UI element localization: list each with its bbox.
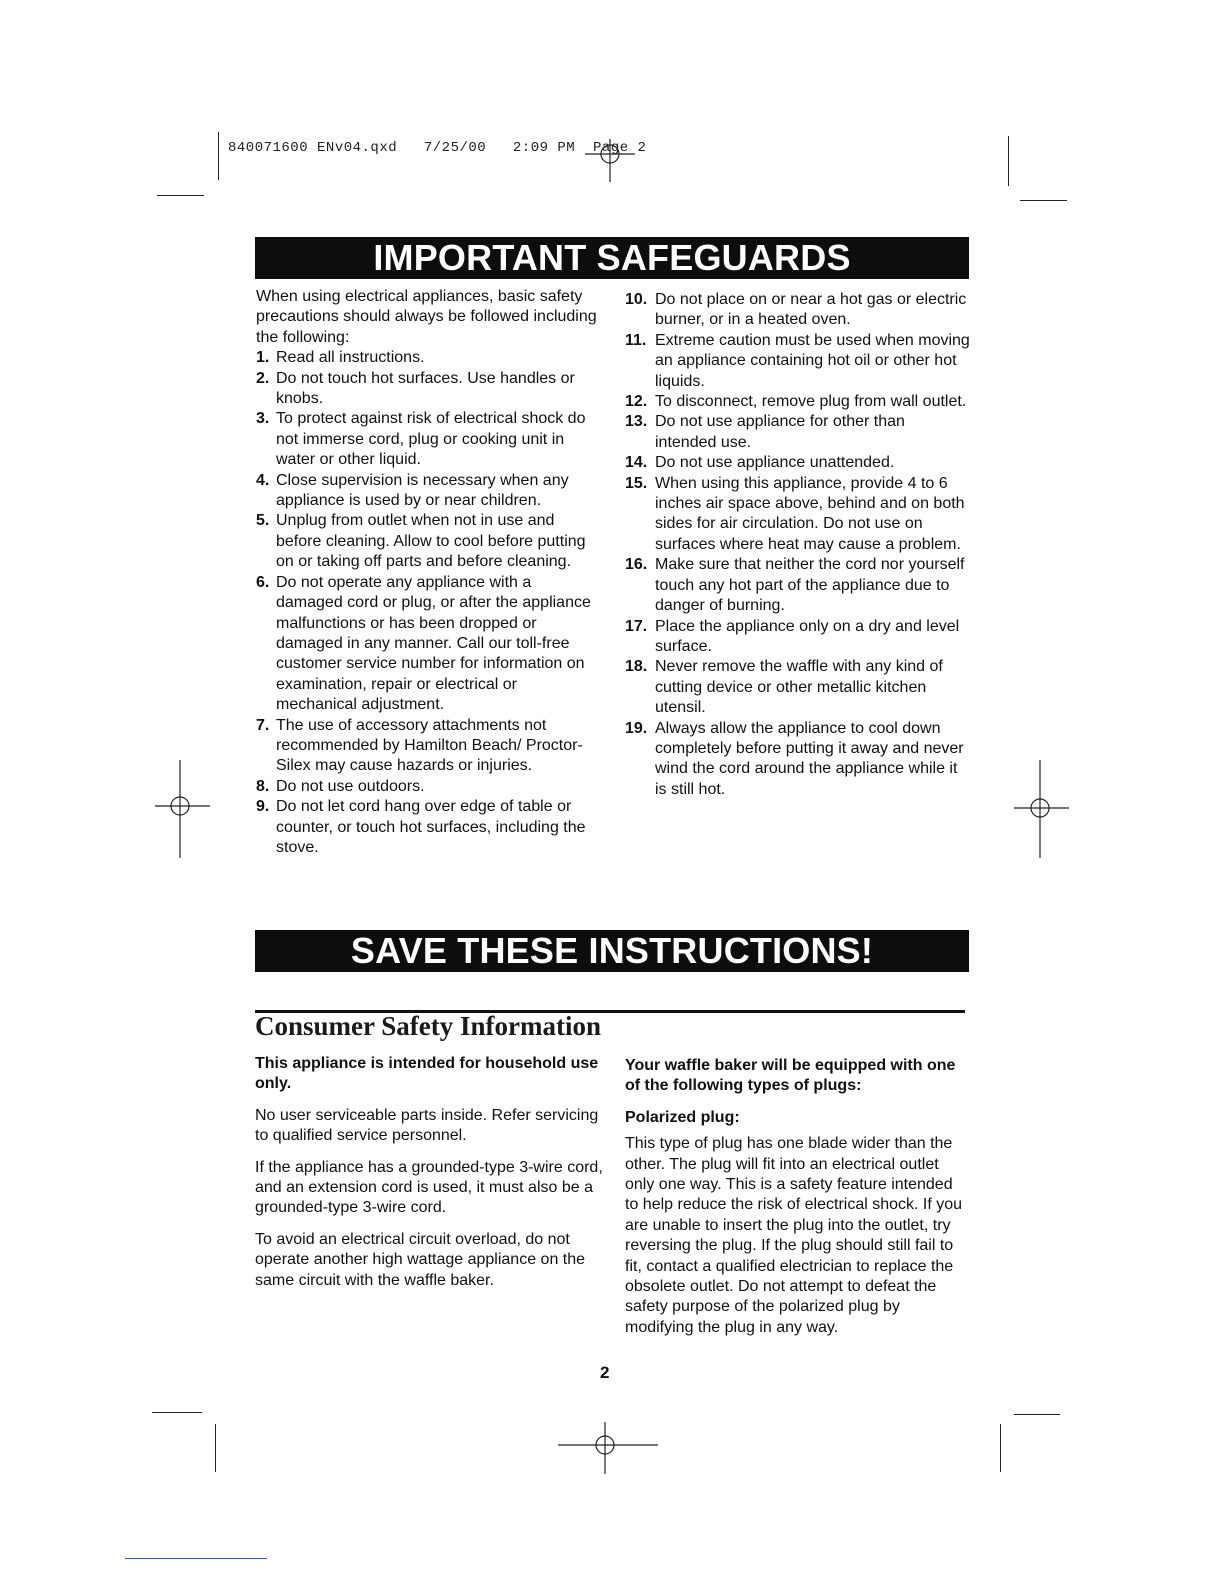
- polarized-plug-paragraph: This type of plug has one blade wider than the other. The plug will fit into an electrical outlet only one way. This is a safety feature intended to help reduce the risk of electrical shock. If you are unable to insert the plug into the outlet, try reversing the plug. If the plug should still fail to fit, contact a qualified electrician to replace the obsolete outlet. Do not attempt to defeat the safety purpose of the polarized plug by modifying the plug in any way.: [625, 1135, 963, 1336]
- registration-mark-top-icon: [585, 134, 635, 184]
- crop-mark-bottom-left: [215, 1424, 216, 1472]
- item-text: Do not use appliance unattended.: [655, 454, 895, 472]
- item-text: Do not let cord hang over edge of table or counter, or touch hot surfaces, including the stove.: [276, 798, 586, 856]
- consumer-paragraph: No user serviceable parts inside. Refer servicing to qualified service personnel.: [255, 1106, 599, 1145]
- item-text: Do not touch hot surfaces. Use handles or knobs.: [276, 369, 575, 408]
- safeguards-list-right: [625, 290, 970, 800]
- item-number: 4.: [256, 471, 270, 489]
- registration-mark-left-icon: [155, 760, 210, 860]
- consumer-right-column: [625, 1056, 970, 1349]
- safeguard-item: [625, 719, 970, 801]
- item-number: 8.: [256, 777, 270, 795]
- item-number: 13.: [625, 413, 648, 431]
- safeguard-item: [256, 797, 601, 858]
- important-safeguards-banner: IMPORTANT SAFEGUARDS: [255, 237, 969, 279]
- registration-mark-bottom-icon: [558, 1420, 658, 1476]
- item-number: 11.: [625, 331, 647, 349]
- item-number: 17.: [625, 617, 648, 635]
- item-text: Do not operate any appliance with a damaged cord or plug, or after the appliance malfunctions or has been dropped or damaged in any manner. Call our toll-free customer service number for information on examination, repair or electrical or mechanical adjustment.: [276, 573, 591, 714]
- safeguard-item: [625, 290, 970, 331]
- slug-page: Page 2: [593, 140, 647, 156]
- item-text: Read all instructions.: [276, 349, 425, 367]
- item-number: 5.: [256, 512, 270, 530]
- safeguards-right-column: [625, 290, 970, 800]
- item-text: To protect against risk of electrical shock do not immerse cord, plug or cooking unit in water or other liquid.: [276, 410, 586, 469]
- safeguard-item: [256, 777, 601, 797]
- item-text: Make sure that neither the cord nor yourself touch any hot part of the appliance due to danger of burning.: [655, 556, 965, 615]
- item-text: Unplug from outlet when not in use and before cleaning. Allow to cool before putting on or taking off parts and before cleaning.: [276, 512, 586, 571]
- scan-artifact-line: [125, 1558, 267, 1559]
- crop-mark-top-right-h: [1020, 200, 1067, 201]
- safeguard-item: [625, 331, 970, 392]
- safeguard-item: [256, 573, 601, 716]
- safeguard-item: [256, 409, 601, 470]
- item-text: Place the appliance only on a dry and level surface.: [655, 617, 960, 655]
- item-number: 6.: [256, 573, 270, 591]
- item-number: 2.: [256, 369, 270, 387]
- slug-date: 7/25/00: [423, 140, 487, 156]
- slug-time: 2:09 PM: [512, 140, 576, 156]
- save-instructions-banner: SAVE THESE INSTRUCTIONS!: [255, 930, 969, 972]
- safeguard-item: [625, 555, 970, 616]
- item-text: Extreme caution must be used when moving an appliance containing hot oil or other hot liquids.: [655, 331, 970, 390]
- page-number: 2: [600, 1363, 610, 1382]
- item-number: 1.: [256, 349, 270, 367]
- crop-mark-top-left: [218, 132, 219, 180]
- safeguards-left-column: [256, 287, 601, 858]
- consumer-left-column: [255, 1054, 605, 1302]
- safeguard-item: [625, 453, 970, 473]
- item-number: 18.: [625, 658, 648, 676]
- safeguard-item: [625, 412, 970, 453]
- safeguard-item: [625, 392, 970, 412]
- item-text: Always allow the appliance to cool down completely before putting it away and never wind the cord around the appliance while it is still hot.: [655, 719, 964, 798]
- item-text: To disconnect, remove plug from wall outlet.: [655, 393, 967, 411]
- polarized-plug-subheading: Polarized plug:: [625, 1108, 740, 1126]
- item-number: 9.: [256, 798, 270, 816]
- item-number: 15.: [625, 474, 648, 492]
- safeguard-item: [625, 474, 970, 556]
- crop-mark-top-left-h: [157, 195, 204, 196]
- safeguard-item: [256, 348, 601, 368]
- item-number: 7.: [256, 716, 270, 734]
- household-use-heading: This appliance is intended for household use only.: [255, 1055, 599, 1093]
- safeguards-intro: When using electrical appliances, basic safety precautions should always be followed including the following:: [256, 288, 597, 346]
- item-text: The use of accessory attachments not recommended by Hamilton Beach/ Proctor-Silex may cause hazards or injuries.: [276, 716, 583, 775]
- safeguards-list-left: [256, 348, 601, 858]
- safeguard-item: [625, 657, 970, 718]
- item-number: 19.: [625, 719, 648, 737]
- safeguard-item: [256, 471, 601, 512]
- item-text: Do not use outdoors.: [276, 777, 425, 795]
- item-text: Close supervision is necessary when any appliance is used by or near children.: [276, 471, 569, 510]
- consumer-safety-title: Consumer Safety Information: [255, 1011, 601, 1041]
- item-number: 14.: [625, 454, 648, 472]
- plug-types-heading: Your waffle baker will be equipped with one of the following types of plugs:: [625, 1057, 956, 1095]
- item-number: 16.: [625, 556, 648, 574]
- item-text: Never remove the waffle with any kind of cutting device or other metallic kitchen utensil.: [655, 658, 943, 717]
- safeguard-item: [256, 511, 601, 572]
- item-number: 12.: [625, 393, 648, 411]
- safeguard-item: [256, 716, 601, 777]
- item-number: 10.: [625, 291, 648, 308]
- safeguard-item: [625, 617, 970, 658]
- item-text: Do not use appliance for other than intended use.: [655, 413, 905, 451]
- item-text: When using this appliance, provide 4 to 6 inches air space above, behind and on both sides for air circulation. Do not use on surfaces where heat may cause a problem.: [655, 474, 965, 553]
- crop-mark-top-right: [1008, 136, 1009, 186]
- item-number: 3.: [256, 410, 270, 428]
- printer-slug: [228, 140, 646, 156]
- crop-mark-bottom-left-h: [152, 1412, 202, 1413]
- safeguard-item: [256, 369, 601, 410]
- registration-mark-right-icon: [1014, 760, 1069, 860]
- consumer-paragraph: If the appliance has a grounded-type 3-wire cord, and an extension cord is used, it must also be a grounded-type 3-wire cord.: [255, 1158, 603, 1217]
- consumer-paragraph: To avoid an electrical circuit overload, do not operate another high wattage appliance on the same circuit with the waffle baker.: [255, 1230, 586, 1289]
- item-text: Do not place on or near a hot gas or electric burner, or in a heated oven.: [655, 291, 967, 329]
- crop-mark-bottom-right: [1000, 1424, 1001, 1472]
- crop-mark-bottom-right-h: [1014, 1414, 1060, 1415]
- slug-filename: 840071600 ENv04.qxd: [228, 140, 398, 156]
